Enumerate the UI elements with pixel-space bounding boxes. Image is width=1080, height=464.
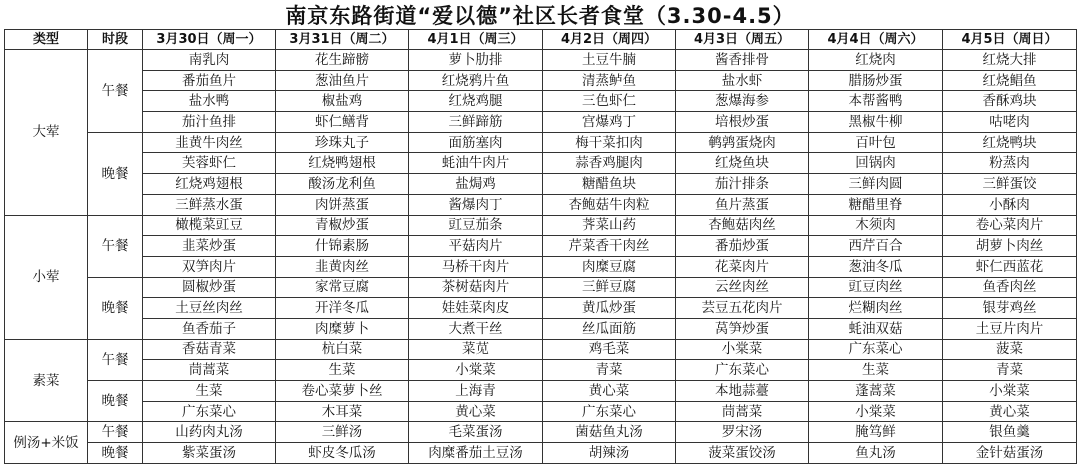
dish-cell: 蓬蒿菜 <box>809 381 943 402</box>
dish-cell: 花生蹄髈 <box>276 50 409 71</box>
dish-cell: 韭菜炒蛋 <box>143 236 276 257</box>
dish-cell: 腊肠炒蛋 <box>809 70 943 91</box>
dish-cell: 菠菜 <box>943 339 1077 360</box>
menu-row <box>5 112 1077 133</box>
header-day: 4月3日（周五） <box>676 30 809 50</box>
dish-cell: 糖醋里脊 <box>809 194 943 215</box>
dish-cell: 芙蓉虾仁 <box>143 153 276 174</box>
dish-cell: 茼蒿菜 <box>676 401 809 422</box>
dish-cell: 百叶包 <box>809 132 943 153</box>
dish-cell: 土豆牛腩 <box>543 50 676 71</box>
dish-cell: 西芹百合 <box>809 236 943 257</box>
header-period: 时段 <box>88 30 143 50</box>
dish-cell: 紫菜蛋汤 <box>143 443 276 464</box>
dish-cell: 金针菇蛋汤 <box>943 443 1077 464</box>
page-title: 南京东路街道“爱以德”社区长者食堂（3.30-4.5） <box>285 4 795 28</box>
dish-cell: 青菜 <box>943 360 1077 381</box>
dish-cell: 橄榄菜豇豆 <box>143 215 276 236</box>
dish-cell: 蒜香鸡腿肉 <box>543 153 676 174</box>
menu-row <box>5 236 1077 257</box>
dish-cell: 葱爆海参 <box>676 91 809 112</box>
dish-cell: 红烧鸡翅根 <box>143 174 276 195</box>
dish-cell: 虾仁西蓝花 <box>943 256 1077 277</box>
meal-period-cell: 午餐 <box>88 215 143 277</box>
dish-cell: 娃娃菜肉皮 <box>409 298 543 319</box>
menu-row <box>5 339 1077 360</box>
dish-cell: 珍珠丸子 <box>276 132 409 153</box>
header-day: 4月1日（周三） <box>409 30 543 50</box>
dish-cell: 生菜 <box>143 381 276 402</box>
dish-cell: 胡辣汤 <box>543 443 676 464</box>
dish-cell: 烂糊肉丝 <box>809 298 943 319</box>
dish-cell: 黄瓜炒蛋 <box>543 298 676 319</box>
dish-cell: 茼蒿菜 <box>143 360 276 381</box>
dish-cell: 茶树菇肉片 <box>409 277 543 298</box>
dish-cell: 广东菜心 <box>543 401 676 422</box>
dish-cell: 三鲜豆腐 <box>543 277 676 298</box>
dish-cell: 红烧大排 <box>943 50 1077 71</box>
dish-cell: 盐焗鸡 <box>409 174 543 195</box>
dish-cell: 番茄炒蛋 <box>676 236 809 257</box>
dish-cell: 菌菇鱼丸汤 <box>543 422 676 443</box>
dish-cell: 红烧鱼块 <box>676 153 809 174</box>
dish-cell: 小棠菜 <box>409 360 543 381</box>
menu-row <box>5 174 1077 195</box>
menu-row <box>5 194 1077 215</box>
menu-row <box>5 298 1077 319</box>
dish-cell: 虾皮冬瓜汤 <box>276 443 409 464</box>
dish-cell: 回锅肉 <box>809 153 943 174</box>
dish-cell: 南乳肉 <box>143 50 276 71</box>
dish-cell: 盐水虾 <box>676 70 809 91</box>
category-cell: 例汤+米饭 <box>5 422 88 463</box>
meal-period-cell: 午餐 <box>88 50 143 133</box>
dish-cell: 杭白菜 <box>276 339 409 360</box>
dish-cell: 鸡毛菜 <box>543 339 676 360</box>
meal-period-cell: 午餐 <box>88 339 143 380</box>
dish-cell: 丝瓜面筋 <box>543 318 676 339</box>
menu-row <box>5 256 1077 277</box>
dish-cell: 生菜 <box>276 360 409 381</box>
dish-cell: 三鲜肉圆 <box>809 174 943 195</box>
menu-row <box>5 132 1077 153</box>
dish-cell: 双笋肉片 <box>143 256 276 277</box>
category-cell: 大荤 <box>5 50 88 216</box>
dish-cell: 银芽鸡丝 <box>943 298 1077 319</box>
dish-cell: 什锦素肠 <box>276 236 409 257</box>
menu-row <box>5 153 1077 174</box>
menu-row <box>5 318 1077 339</box>
dish-cell: 黄心菜 <box>943 401 1077 422</box>
menu-row <box>5 215 1077 236</box>
dish-cell: 肉饼蒸蛋 <box>276 194 409 215</box>
menu-row <box>5 50 1077 71</box>
menu-row <box>5 422 1077 443</box>
dish-cell: 荠菜山药 <box>543 215 676 236</box>
dish-cell: 小酥肉 <box>943 194 1077 215</box>
menu-body <box>5 50 1077 464</box>
meal-period-cell: 晚餐 <box>88 381 143 422</box>
dish-cell: 培根炒蛋 <box>676 112 809 133</box>
dish-cell: 本帮酱鸭 <box>809 91 943 112</box>
menu-row <box>5 70 1077 91</box>
dish-cell: 花菜肉片 <box>676 256 809 277</box>
dish-cell: 卷心菜萝卜丝 <box>276 381 409 402</box>
dish-cell: 卷心菜肉片 <box>943 215 1077 236</box>
header-row <box>5 30 1077 50</box>
dish-cell: 葱油鱼片 <box>276 70 409 91</box>
dish-cell: 茄汁排条 <box>676 174 809 195</box>
meal-period-cell: 午餐 <box>88 422 143 443</box>
dish-cell: 酱香排骨 <box>676 50 809 71</box>
dish-cell: 罗宋汤 <box>676 422 809 443</box>
dish-cell: 鱼片蒸蛋 <box>676 194 809 215</box>
dish-cell: 红烧鸡腿 <box>409 91 543 112</box>
dish-cell: 开洋冬瓜 <box>276 298 409 319</box>
dish-cell: 三色虾仁 <box>543 91 676 112</box>
dish-cell: 豇豆肉丝 <box>809 277 943 298</box>
dish-cell: 茄汁鱼排 <box>143 112 276 133</box>
dish-cell: 黄心菜 <box>543 381 676 402</box>
meal-period-cell: 晚餐 <box>88 132 143 215</box>
dish-cell: 马桥干肉片 <box>409 256 543 277</box>
dish-cell: 黑椒牛柳 <box>809 112 943 133</box>
header-day: 4月2日（周四） <box>543 30 676 50</box>
dish-cell: 香酥鸡块 <box>943 91 1077 112</box>
dish-cell: 芸豆五花肉片 <box>676 298 809 319</box>
dish-cell: 三鲜汤 <box>276 422 409 443</box>
meal-period-cell: 晚餐 <box>88 277 143 339</box>
dish-cell: 云丝肉丝 <box>676 277 809 298</box>
menu-row <box>5 381 1077 402</box>
dish-cell: 生菜 <box>809 360 943 381</box>
header-day: 3月31日（周二） <box>276 30 409 50</box>
dish-cell: 咕咾肉 <box>943 112 1077 133</box>
dish-cell: 小棠菜 <box>809 401 943 422</box>
dish-cell: 葱油冬瓜 <box>809 256 943 277</box>
header-day: 3月30日（周一） <box>143 30 276 50</box>
dish-cell: 黄心菜 <box>409 401 543 422</box>
dish-cell: 鱼香肉丝 <box>943 277 1077 298</box>
dish-cell: 莴笋炒蛋 <box>676 318 809 339</box>
dish-cell: 本地蒜薹 <box>676 381 809 402</box>
dish-cell: 芹菜香干肉丝 <box>543 236 676 257</box>
menu-row <box>5 443 1077 464</box>
dish-cell: 腌笃鲜 <box>809 422 943 443</box>
category-cell: 素菜 <box>5 339 88 422</box>
dish-cell: 银鱼羹 <box>943 422 1077 443</box>
meal-period-cell: 晚餐 <box>88 443 143 464</box>
dish-cell: 韭黄肉丝 <box>276 256 409 277</box>
dish-cell: 鱼香茄子 <box>143 318 276 339</box>
dish-cell: 肉糜萝卜 <box>276 318 409 339</box>
dish-cell: 韭黄牛肉丝 <box>143 132 276 153</box>
dish-cell: 粉蒸肉 <box>943 153 1077 174</box>
dish-cell: 萝卜肋排 <box>409 50 543 71</box>
dish-cell: 平菇肉片 <box>409 236 543 257</box>
category-cell: 小荤 <box>5 215 88 339</box>
header-day: 4月4日（周六） <box>809 30 943 50</box>
dish-cell: 大煮干丝 <box>409 318 543 339</box>
dish-cell: 菠菜蛋饺汤 <box>676 443 809 464</box>
dish-cell: 梅干菜扣肉 <box>543 132 676 153</box>
dish-cell: 酱爆肉丁 <box>409 194 543 215</box>
dish-cell: 酸汤龙利鱼 <box>276 174 409 195</box>
dish-cell: 蚝油牛肉片 <box>409 153 543 174</box>
header-day: 4月5日（周日） <box>943 30 1077 50</box>
menu-row <box>5 360 1077 381</box>
dish-cell: 木须肉 <box>809 215 943 236</box>
menu-table <box>4 29 1077 464</box>
dish-cell: 红烧肉 <box>809 50 943 71</box>
dish-cell: 家常豆腐 <box>276 277 409 298</box>
dish-cell: 三鲜蛋饺 <box>943 174 1077 195</box>
dish-cell: 番茄鱼片 <box>143 70 276 91</box>
dish-cell: 肉糜番茄土豆汤 <box>409 443 543 464</box>
dish-cell: 宫爆鸡丁 <box>543 112 676 133</box>
dish-cell: 木耳菜 <box>276 401 409 422</box>
dish-cell: 菜苋 <box>409 339 543 360</box>
dish-cell: 广东菜心 <box>676 360 809 381</box>
header-type: 类型 <box>5 30 88 50</box>
dish-cell: 面筋塞肉 <box>409 132 543 153</box>
dish-cell: 三鲜蹄筋 <box>409 112 543 133</box>
dish-cell: 杏鲍菇牛肉粒 <box>543 194 676 215</box>
menu-row <box>5 91 1077 112</box>
menu-row <box>5 401 1077 422</box>
dish-cell: 胡萝卜肉丝 <box>943 236 1077 257</box>
dish-cell: 上海青 <box>409 381 543 402</box>
dish-cell: 山药肉丸汤 <box>143 422 276 443</box>
dish-cell: 青菜 <box>543 360 676 381</box>
dish-cell: 小棠菜 <box>676 339 809 360</box>
dish-cell: 盐水鸭 <box>143 91 276 112</box>
dish-cell: 红烧鸭块 <box>943 132 1077 153</box>
dish-cell: 圆椒炒蛋 <box>143 277 276 298</box>
dish-cell: 糖醋鱼块 <box>543 174 676 195</box>
dish-cell: 土豆丝肉丝 <box>143 298 276 319</box>
dish-cell: 红烧鲳鱼 <box>943 70 1077 91</box>
dish-cell: 香菇青菜 <box>143 339 276 360</box>
dish-cell: 豇豆茄条 <box>409 215 543 236</box>
dish-cell: 鹌鹑蛋烧肉 <box>676 132 809 153</box>
dish-cell: 红烧鸭翅根 <box>276 153 409 174</box>
dish-cell: 椒盐鸡 <box>276 91 409 112</box>
menu-row <box>5 277 1077 298</box>
dish-cell: 青椒炒蛋 <box>276 215 409 236</box>
dish-cell: 清蒸鲈鱼 <box>543 70 676 91</box>
dish-cell: 红烧鸦片鱼 <box>409 70 543 91</box>
dish-cell: 小棠菜 <box>943 381 1077 402</box>
dish-cell: 鱼丸汤 <box>809 443 943 464</box>
dish-cell: 毛菜蛋汤 <box>409 422 543 443</box>
dish-cell: 肉糜豆腐 <box>543 256 676 277</box>
dish-cell: 土豆片肉片 <box>943 318 1077 339</box>
dish-cell: 蚝油双菇 <box>809 318 943 339</box>
dish-cell: 广东菜心 <box>143 401 276 422</box>
dish-cell: 虾仁鳝背 <box>276 112 409 133</box>
dish-cell: 三鲜蒸水蛋 <box>143 194 276 215</box>
dish-cell: 杏鲍菇肉丝 <box>676 215 809 236</box>
dish-cell: 广东菜心 <box>809 339 943 360</box>
